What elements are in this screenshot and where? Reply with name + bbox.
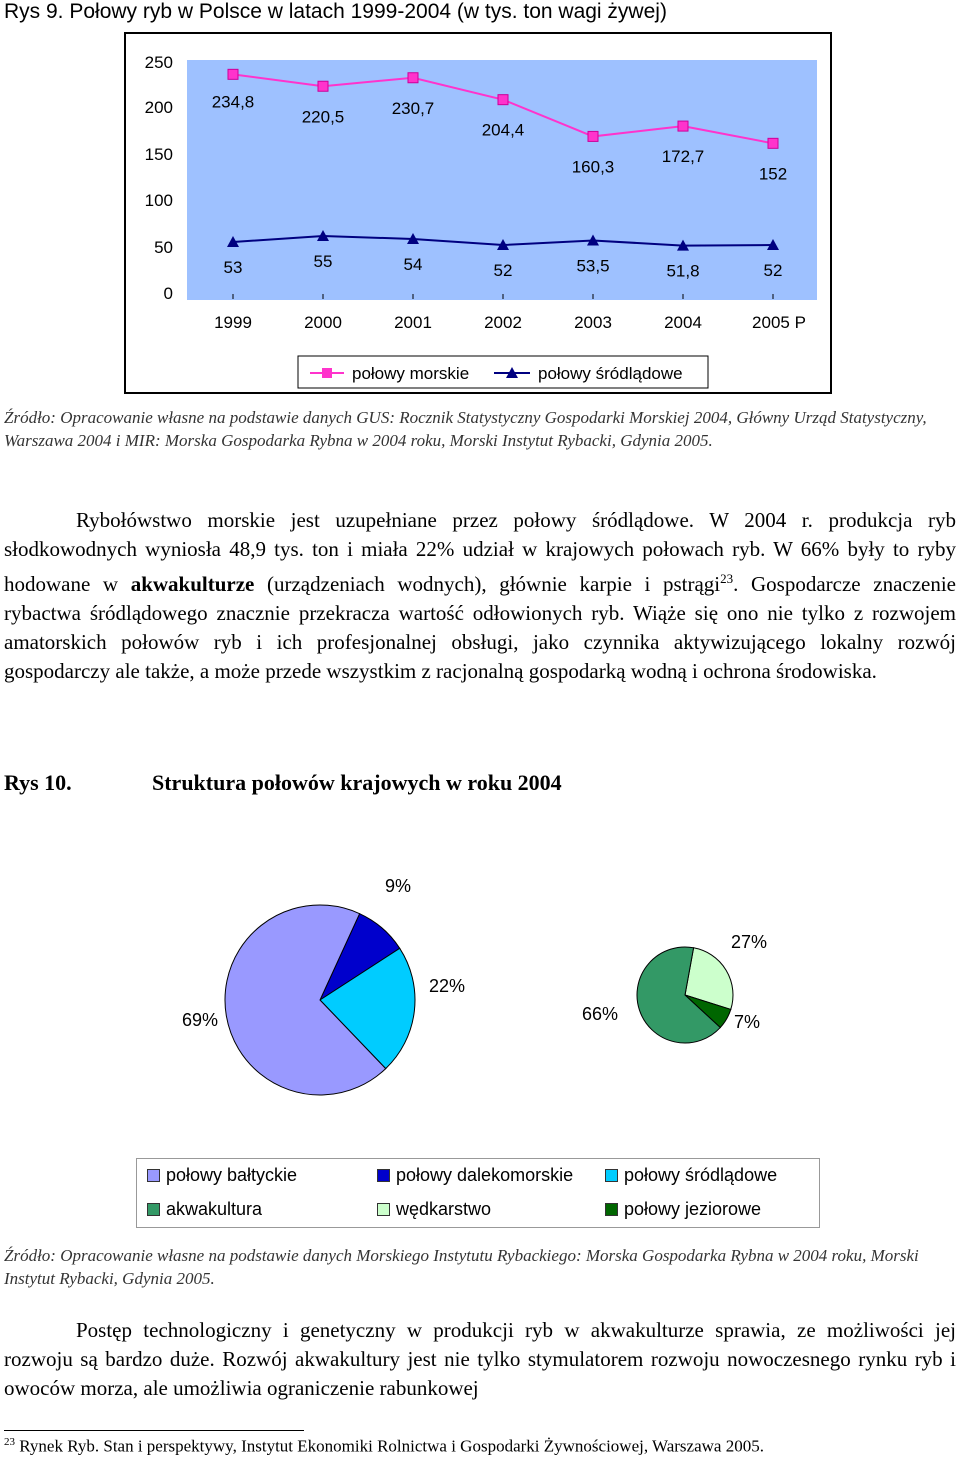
data-label-srodladowe: 52 bbox=[493, 261, 513, 280]
data-label-srodladowe: 53,5 bbox=[576, 256, 610, 276]
legend-label: wędkarstwo bbox=[396, 1199, 492, 1219]
legend-item bbox=[605, 1199, 761, 1220]
data-label-srodladowe: 53 bbox=[223, 258, 243, 277]
legend-label: połowy jeziorowe bbox=[624, 1199, 762, 1219]
data-label-morskie: 230,7 bbox=[391, 98, 435, 118]
figure-9-source: Źródło: Opracowanie własne na podstawie danych GUS: Rocznik Statystyczny Gospodarki Morskiej 2004, Główny Urząd Statystyczny, Warszawa 2004 i MIR: Morska Gospodarka Rybna w 2004 roku, Morski Instytut Rybacki, Gdynia 2005. bbox=[4, 408, 927, 450]
legend-swatch bbox=[377, 1169, 390, 1182]
paragraph-aquaculture bbox=[4, 506, 956, 686]
legend-item bbox=[377, 1165, 573, 1186]
legend-swatch bbox=[605, 1169, 618, 1182]
x-tick-label: 2001 bbox=[394, 313, 432, 332]
legend-label: akwakultura bbox=[166, 1199, 263, 1219]
y-tick-label: 0 bbox=[163, 284, 173, 303]
figure-9-title: Rys 9. Połowy ryb w Polsce w latach 1999-2004 (w tys. ton wagi żywej) bbox=[4, 0, 667, 23]
y-tick-label: 250 bbox=[144, 53, 173, 72]
line-chart bbox=[0, 0, 960, 400]
footnote bbox=[4, 1436, 764, 1457]
data-label-morskie: 160,3 bbox=[571, 157, 615, 177]
marker-morskie bbox=[588, 131, 598, 141]
data-label-srodladowe: 55 bbox=[313, 252, 333, 271]
pie-charts bbox=[0, 840, 960, 1140]
x-tick-label: 2003 bbox=[574, 313, 612, 332]
legend-marker-morskie bbox=[322, 368, 332, 378]
legend-swatch bbox=[377, 1203, 390, 1216]
legend-item bbox=[147, 1165, 297, 1186]
figure-10-title: Struktura połowów krajowych w roku 2004 bbox=[152, 770, 562, 795]
legend-swatch bbox=[605, 1203, 618, 1216]
y-tick-label: 150 bbox=[144, 145, 173, 164]
pie-data-label: 27% bbox=[730, 932, 768, 952]
marker-morskie bbox=[318, 81, 328, 91]
legend-label: połowy śródlądowe bbox=[624, 1165, 778, 1185]
figure-10-label: Rys 10. bbox=[4, 770, 72, 795]
x-tick-label: 2002 bbox=[484, 313, 522, 332]
data-label-morskie: 204,4 bbox=[481, 120, 525, 140]
marker-morskie bbox=[228, 69, 238, 79]
pie-data-label: 66% bbox=[581, 1004, 619, 1024]
pie-data-label: 7% bbox=[733, 1012, 761, 1032]
footnote-text: Rynek Ryb. Stan i perspektywy, Instytut Ekonomiki Rolnictwa i Gospodarki Żywnościowej, Warszawa 2005. bbox=[15, 1436, 764, 1456]
legend-item bbox=[605, 1165, 777, 1186]
marker-morskie bbox=[498, 95, 508, 105]
paragraph-text: Rybołówstwo morskie jest uzupełniane przez połowy śródlądowe. W 2004 r. produkcja ryb słodkowodnych wyniosła 48,9 tys. ton i miała 22% udział w krajowych połowach ryb. W 66% były to ryby hodowane w bbox=[4, 508, 956, 596]
data-label-morskie: 152 bbox=[758, 164, 788, 184]
x-tick-label: 2005 P bbox=[752, 313, 806, 332]
pie-data-label: 22% bbox=[428, 976, 466, 996]
legend-label: połowy dalekomorskie bbox=[396, 1165, 574, 1185]
x-tick-label: 2000 bbox=[304, 313, 342, 332]
marker-morskie bbox=[408, 73, 418, 83]
paragraph-bold-term: akwakulturze bbox=[130, 572, 255, 596]
data-label-srodladowe: 54 bbox=[403, 255, 423, 274]
paragraph-progress bbox=[4, 1316, 956, 1403]
paragraph-text: Postęp technologiczny i genetyczny w produkcji ryb w akwakulturze sprawia, ze możliwości jej rozwoju są bardzo duże. Rozwój akwakultury jest nie tylko stymulatorem rozwoju nowoczesnego rynku ryb i owoców morza, ale umożliwia ograniczenie rabunkowej bbox=[4, 1318, 956, 1400]
legend-label: połowy bałtyckie bbox=[166, 1165, 298, 1185]
data-label-srodladowe: 51,8 bbox=[666, 261, 700, 281]
legend-swatch bbox=[147, 1203, 160, 1216]
data-label-srodladowe: 52 bbox=[763, 261, 783, 280]
marker-morskie bbox=[678, 121, 688, 131]
legend-swatch bbox=[147, 1169, 160, 1182]
footnote-divider bbox=[4, 1430, 304, 1431]
x-tick-label: 1999 bbox=[214, 313, 252, 332]
data-label-morskie: 234,8 bbox=[211, 92, 255, 112]
legend-label-srodladowe: połowy śródlądowe bbox=[538, 364, 683, 383]
legend-item bbox=[147, 1199, 262, 1220]
pie-data-label: 69% bbox=[181, 1010, 219, 1030]
data-label-morskie: 172,7 bbox=[661, 147, 705, 167]
paragraph-text: (urządzeniach wodnych), głównie karpie i pstrągi bbox=[254, 572, 721, 596]
pie-legend bbox=[136, 1158, 820, 1228]
data-label-morskie: 220,5 bbox=[301, 107, 345, 127]
footnote-ref[interactable]: 23 bbox=[720, 571, 734, 586]
marker-morskie bbox=[768, 138, 778, 148]
paragraph-text: . Gospodarcze znaczenie rybactwa śródlądowego znacznie przekracza wartość odłowionych ryb. Wiąże się ono nie tylko z rozwojem amatorskich połowów ryb i ich profesjonalnej obsługi, jako czynnika aktywizującego lokalny rozwój gospodarczy ale także, a może przede wszystkim z racjonalną gospodarką wodną i ochrona środowiska. bbox=[4, 572, 957, 683]
y-tick-label: 100 bbox=[144, 191, 173, 210]
legend-label-morskie: połowy morskie bbox=[352, 364, 470, 383]
x-tick-label: 2004 bbox=[664, 313, 702, 332]
y-tick-label: 200 bbox=[144, 98, 173, 117]
legend-item bbox=[377, 1199, 491, 1220]
pie-data-label: 9% bbox=[384, 876, 412, 896]
y-tick-label: 50 bbox=[154, 238, 173, 257]
footnote-number: 23 bbox=[4, 1436, 15, 1448]
figure-10-source: Źródło: Opracowanie własne na podstawie danych Morskiego Instytutu Rybackiego: Morska Gospodarka Rybna w 2004 roku, Morski Instytut Rybacki, Gdynia 2005. bbox=[4, 1246, 919, 1288]
